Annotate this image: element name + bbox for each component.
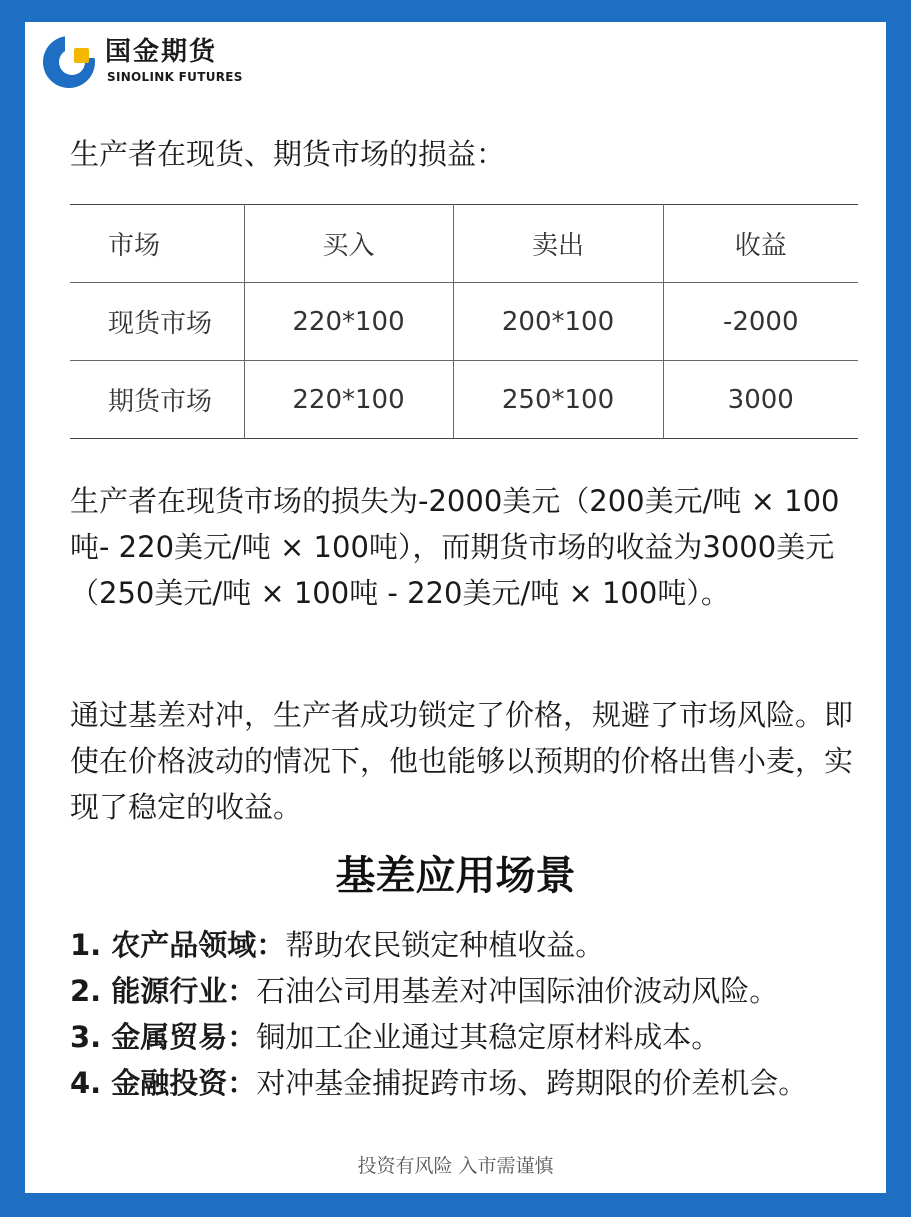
table-row: [70, 283, 858, 361]
table-row: [70, 361, 858, 439]
table-cell: 现货市场: [70, 283, 244, 361]
list-item: [70, 968, 865, 1014]
table-cell: -2000: [663, 283, 858, 361]
risk-disclaimer: 投资有风险 入市需谨慎: [357, 1155, 554, 1177]
table-header-cell: 收益: [663, 205, 858, 283]
list-item-text: 石油公司用基差对冲国际油价波动风险。: [256, 974, 779, 1008]
list-item-label: 3. 金属贸易：: [70, 1020, 257, 1054]
table-header-row: [70, 205, 858, 283]
section-title: 基差应用场景: [335, 853, 576, 899]
list-item: [70, 1060, 865, 1106]
sinolink-logo-icon: [41, 34, 97, 90]
list-item: [70, 1014, 865, 1060]
brand-name-en: SINOLINK FUTURES: [107, 70, 243, 84]
table-cell: 期货市场: [70, 361, 244, 439]
pnl-table: [70, 204, 858, 439]
table-cell: 220*100: [244, 361, 453, 439]
hedge-summary-paragraph: 通过基差对冲，生产者成功锁定了价格，规避了市场风险。即使在价格波动的情况下，他也能够以预期的价格出售小麦，实现了稳定的收益。: [70, 698, 854, 824]
brand-name-cn: 国金期货: [105, 37, 218, 67]
table-cell: 200*100: [453, 283, 663, 361]
table-header-cell: 卖出: [453, 205, 663, 283]
list-item-text: 铜加工企业通过其稳定原材料成本。: [256, 1020, 721, 1054]
table-cell: 3000: [663, 361, 858, 439]
list-item-label: 4. 金融投资：: [70, 1066, 257, 1100]
list-item-label: 1. 农产品领域：: [70, 928, 286, 962]
table-cell: 220*100: [244, 283, 453, 361]
list-item-text: 帮助农民锁定种植收益。: [285, 928, 605, 962]
table-header-cell: 买入: [244, 205, 453, 283]
list-item-label: 2. 能源行业：: [70, 974, 257, 1008]
brand-logo: [41, 30, 281, 94]
loss-explanation-paragraph: 生产者在现货市场的损失为-2000美元（200美元/吨 × 100吨- 220美元/吨 × 100吨），而期货市场的收益为3000美元（250美元/吨 × 100吨 - 220美元/吨 × 100吨）。: [70, 484, 840, 610]
content-card: [25, 22, 886, 1193]
list-item: [70, 922, 865, 968]
scenario-list: [70, 922, 865, 1106]
pnl-heading: 生产者在现货、期货市场的损益：: [70, 137, 506, 171]
table-header-cell: 市场: [108, 231, 161, 261]
list-item-text: 对冲基金捕捉跨市场、跨期限的价差机会。: [256, 1066, 808, 1100]
table-cell: 250*100: [453, 361, 663, 439]
